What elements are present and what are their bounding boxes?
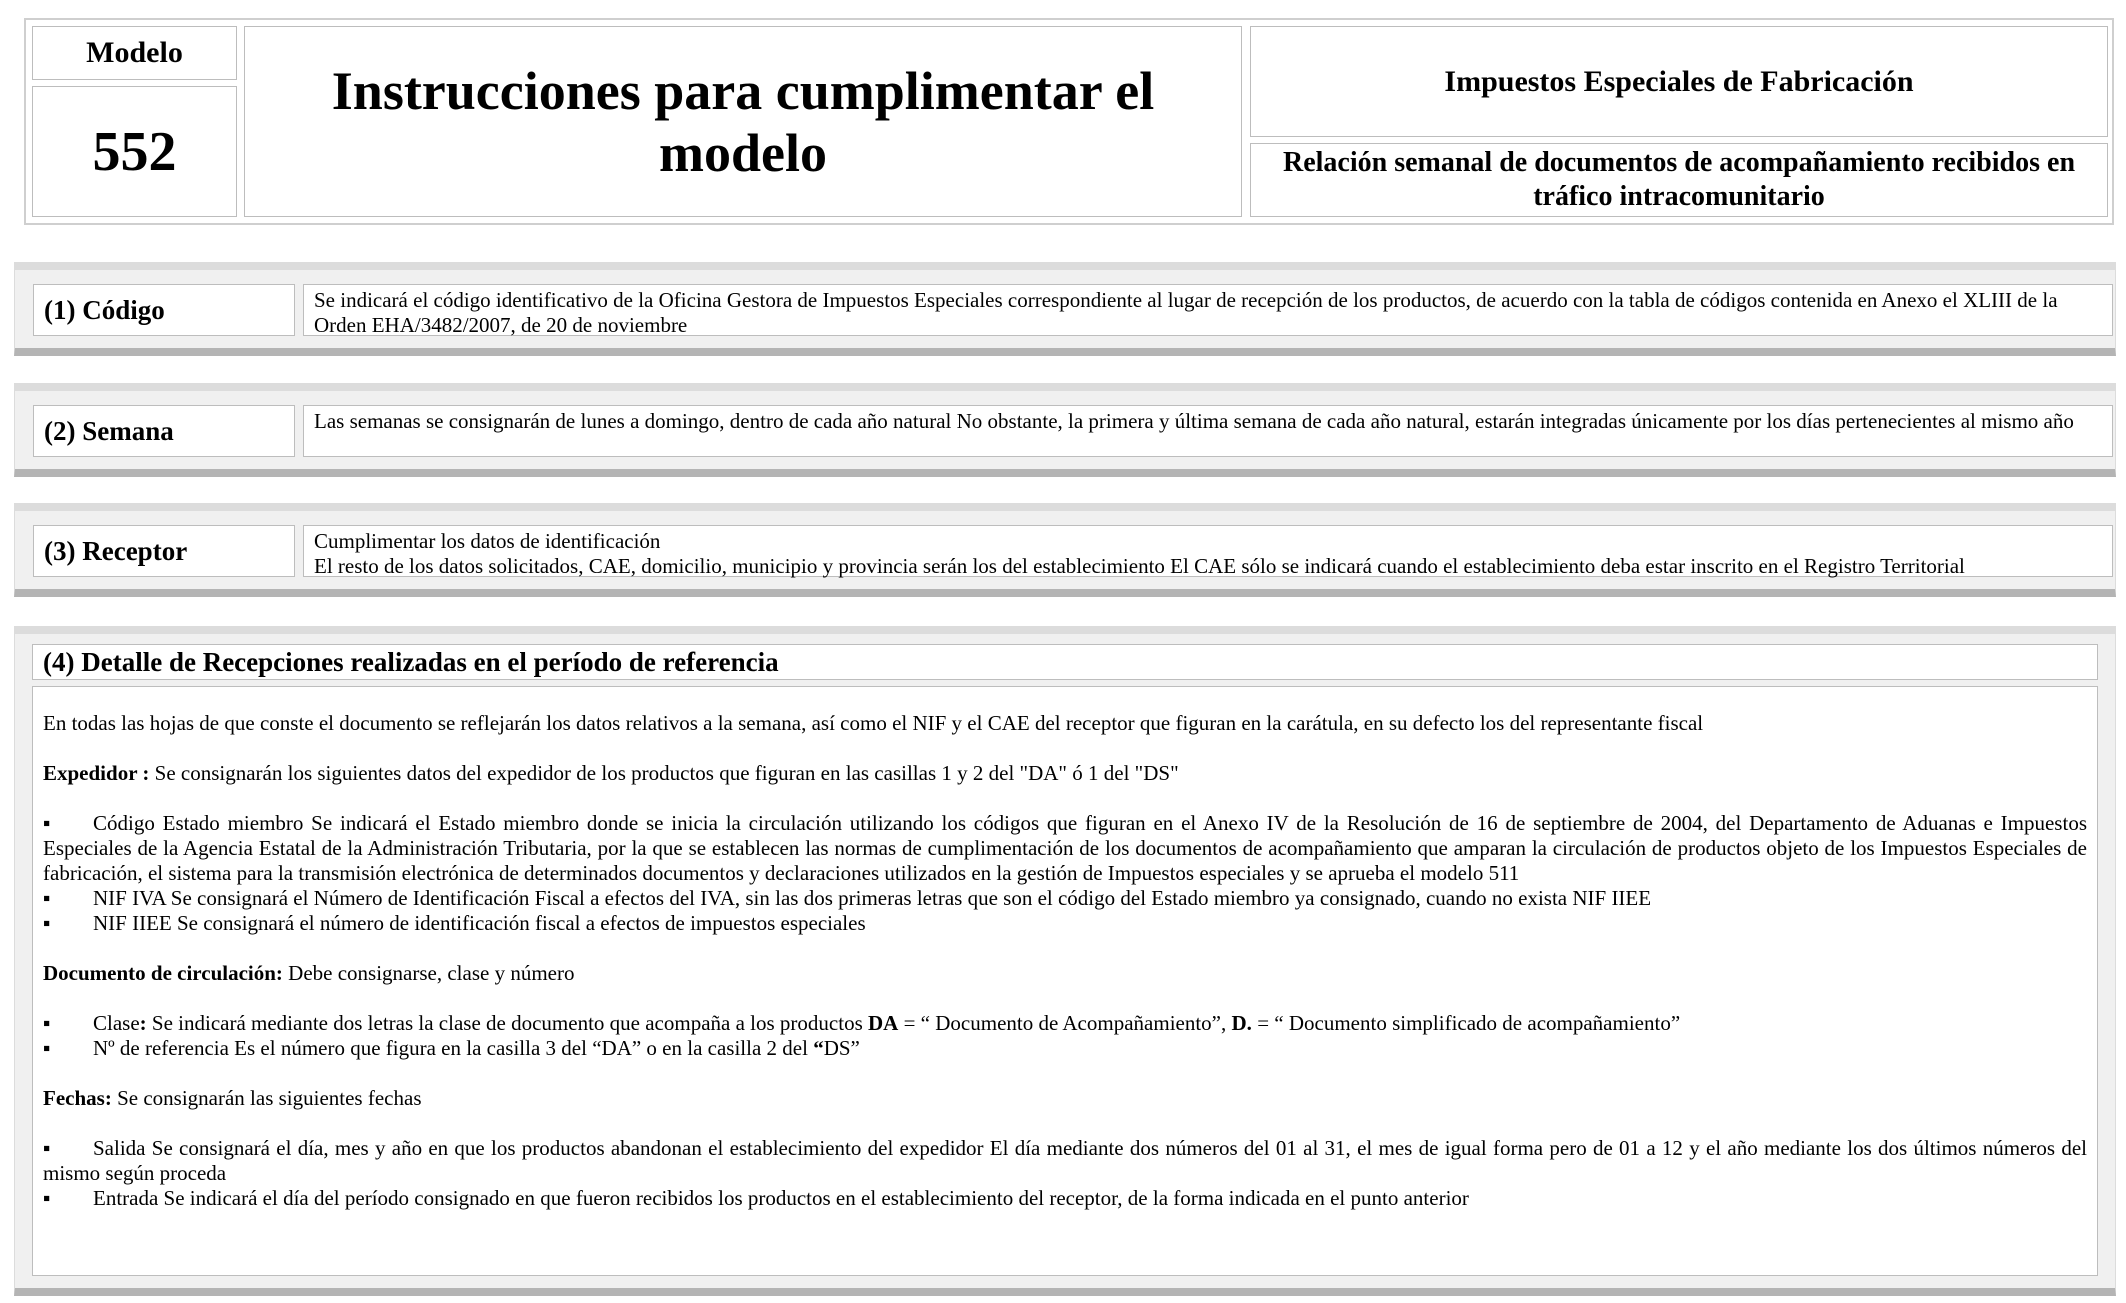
list-item — [43, 1036, 2087, 1061]
section-detalle-title: (4) Detalle de Recepciones realizadas en el período de referencia — [32, 644, 2098, 680]
modelo-number: 552 — [32, 86, 237, 217]
detalle-intro: En todas las hojas de que conste el documento se reflejarán los datos relativos a la semana, así como el NIF y el CAE del receptor que figuran en la carátula, en su defecto los del representante fiscal — [43, 711, 1704, 735]
bullet-icon: ▪ — [43, 1136, 51, 1160]
bullet-icon: ▪ — [43, 911, 51, 935]
list-item — [43, 886, 2087, 911]
referencia-text: Nº de referencia Es el número que figura en la casilla 3 del “DA” o en la casilla 2 del — [93, 1036, 814, 1060]
bullet-text: NIF IVA Se consignará el Número de Identificación Fiscal a efectos del IVA, sin las dos primeras letras que son el código del Estado miembro ya consignado, cuando no exista NIF IIEE — [93, 886, 1652, 910]
section-receptor — [14, 503, 2116, 597]
clase-d: D. — [1231, 1011, 1252, 1035]
tax-type-title: Impuestos Especiales de Fabricación — [1250, 26, 2108, 137]
clase-label: Clase — [93, 1011, 140, 1035]
fechas-label: Fechas: — [43, 1086, 112, 1110]
list-item — [43, 1011, 2087, 1036]
expedidor-text: Se consignarán los siguientes datos del expedidor de los productos que figuran en las casillas 1 y 2 del "DA" ó 1 del "DS" — [149, 761, 1179, 785]
section-codigo — [14, 262, 2116, 356]
list-item — [43, 1136, 2087, 1186]
bullet-text: Código Estado miembro Se indicará el Estado miembro donde se inicia la circulación utilizando los códigos que figuran en el Anexo IV de la Resolución de 16 de septiembre de 2004, del Departamento de Aduanas e Impuestos Especiales de la Agencia Estatal de la Administración Tributaria, por la que se establecen las normas de cumplimentación de los documentos de acompañamiento que amparan la circulación de productos objeto de los Impuestos Especiales de fabricación, el sistema para la transmisión electrónica de determinados documentos y declaraciones utilizados en la gestión de Impuestos especiales y se aprueba el modelo 511 — [43, 811, 2087, 885]
referencia-quote: “ — [813, 1036, 824, 1060]
section-semana-label: (2) Semana — [33, 405, 295, 457]
clase-da: DA — [868, 1011, 899, 1035]
clase-text-2: = “ Documento de Acompañamiento”, — [898, 1011, 1232, 1035]
expedidor-paragraph — [43, 761, 2087, 786]
section-receptor-text — [303, 525, 2113, 577]
documento-label: Documento de circulación: — [43, 961, 283, 985]
section-semana-text: Las semanas se consignarán de lunes a domingo, dentro de cada año natural No obstante, la primera y última semana de cada año natural, estarán integradas únicamente por los días pertenecientes al mismo año — [303, 405, 2113, 457]
page-title: Instrucciones para cumplimentar el modelo — [244, 26, 1242, 217]
section-detalle-body — [32, 686, 2098, 1276]
relation-subtitle: Relación semanal de documentos de acompañamiento recibidos en tráfico intracomunitario — [1250, 143, 2108, 217]
bullet-text: Salida Se consignará el día, mes y año en que los productos abandonan el establecimiento del expedidor El día mediante dos números del 01 al 31, el mes de igual forma pero de 01 a 12 y el año mediante los dos últimos números del mismo según proceda — [43, 1136, 2087, 1185]
documento-paragraph — [43, 961, 2087, 986]
receptor-line-1: Cumplimentar los datos de identificación — [314, 529, 661, 553]
bullet-icon: ▪ — [43, 1036, 51, 1060]
section-codigo-text: Se indicará el código identificativo de la Oficina Gestora de Impuestos Especiales correspondiente al lugar de recepción de los productos, de acuerdo con la tabla de códigos contenida en Anexo el XLIII de la Orden EHA/3482/2007, de 20 de noviembre — [303, 284, 2113, 336]
list-item — [43, 1186, 2087, 1211]
clase-text: Se indicará mediante dos letras la clase de documento que acompaña a los productos — [146, 1011, 868, 1035]
bullet-icon: ▪ — [43, 1011, 51, 1035]
referencia-text-2: DS” — [823, 1036, 860, 1060]
section-semana — [14, 383, 2116, 477]
receptor-line-2: El resto de los datos solicitados, CAE, domicilio, municipio y provincia serán los del establecimiento El CAE sólo se indicará cuando el establecimiento deba estar inscrito en el Registro Territorial — [314, 554, 1965, 578]
modelo-label: Modelo — [32, 26, 237, 80]
list-item — [43, 911, 2087, 936]
section-codigo-label: (1) Código — [33, 284, 295, 336]
bullet-icon: ▪ — [43, 811, 51, 835]
fechas-text: Se consignarán las siguientes fechas — [111, 1086, 422, 1110]
bullet-icon: ▪ — [43, 886, 51, 910]
bullet-text: NIF IIEE Se consignará el número de identificación fiscal a efectos de impuestos especiales — [93, 911, 866, 935]
clase-text-3: = “ Documento simplificado de acompañamiento” — [1251, 1011, 1681, 1035]
list-item — [43, 811, 2087, 886]
clase-colon: : — [139, 1011, 147, 1035]
section-receptor-label: (3) Receptor — [33, 525, 295, 577]
expedidor-label: Expedidor : — [43, 761, 150, 785]
fechas-paragraph — [43, 1086, 2087, 1111]
documento-text: Debe consignarse, clase y número — [282, 961, 575, 985]
bullet-text: Entrada Se indicará el día del período consignado en que fueron recibidos los productos en el establecimiento del receptor, de la forma indicada en el punto anterior — [93, 1186, 1469, 1210]
bullet-icon: ▪ — [43, 1186, 51, 1210]
